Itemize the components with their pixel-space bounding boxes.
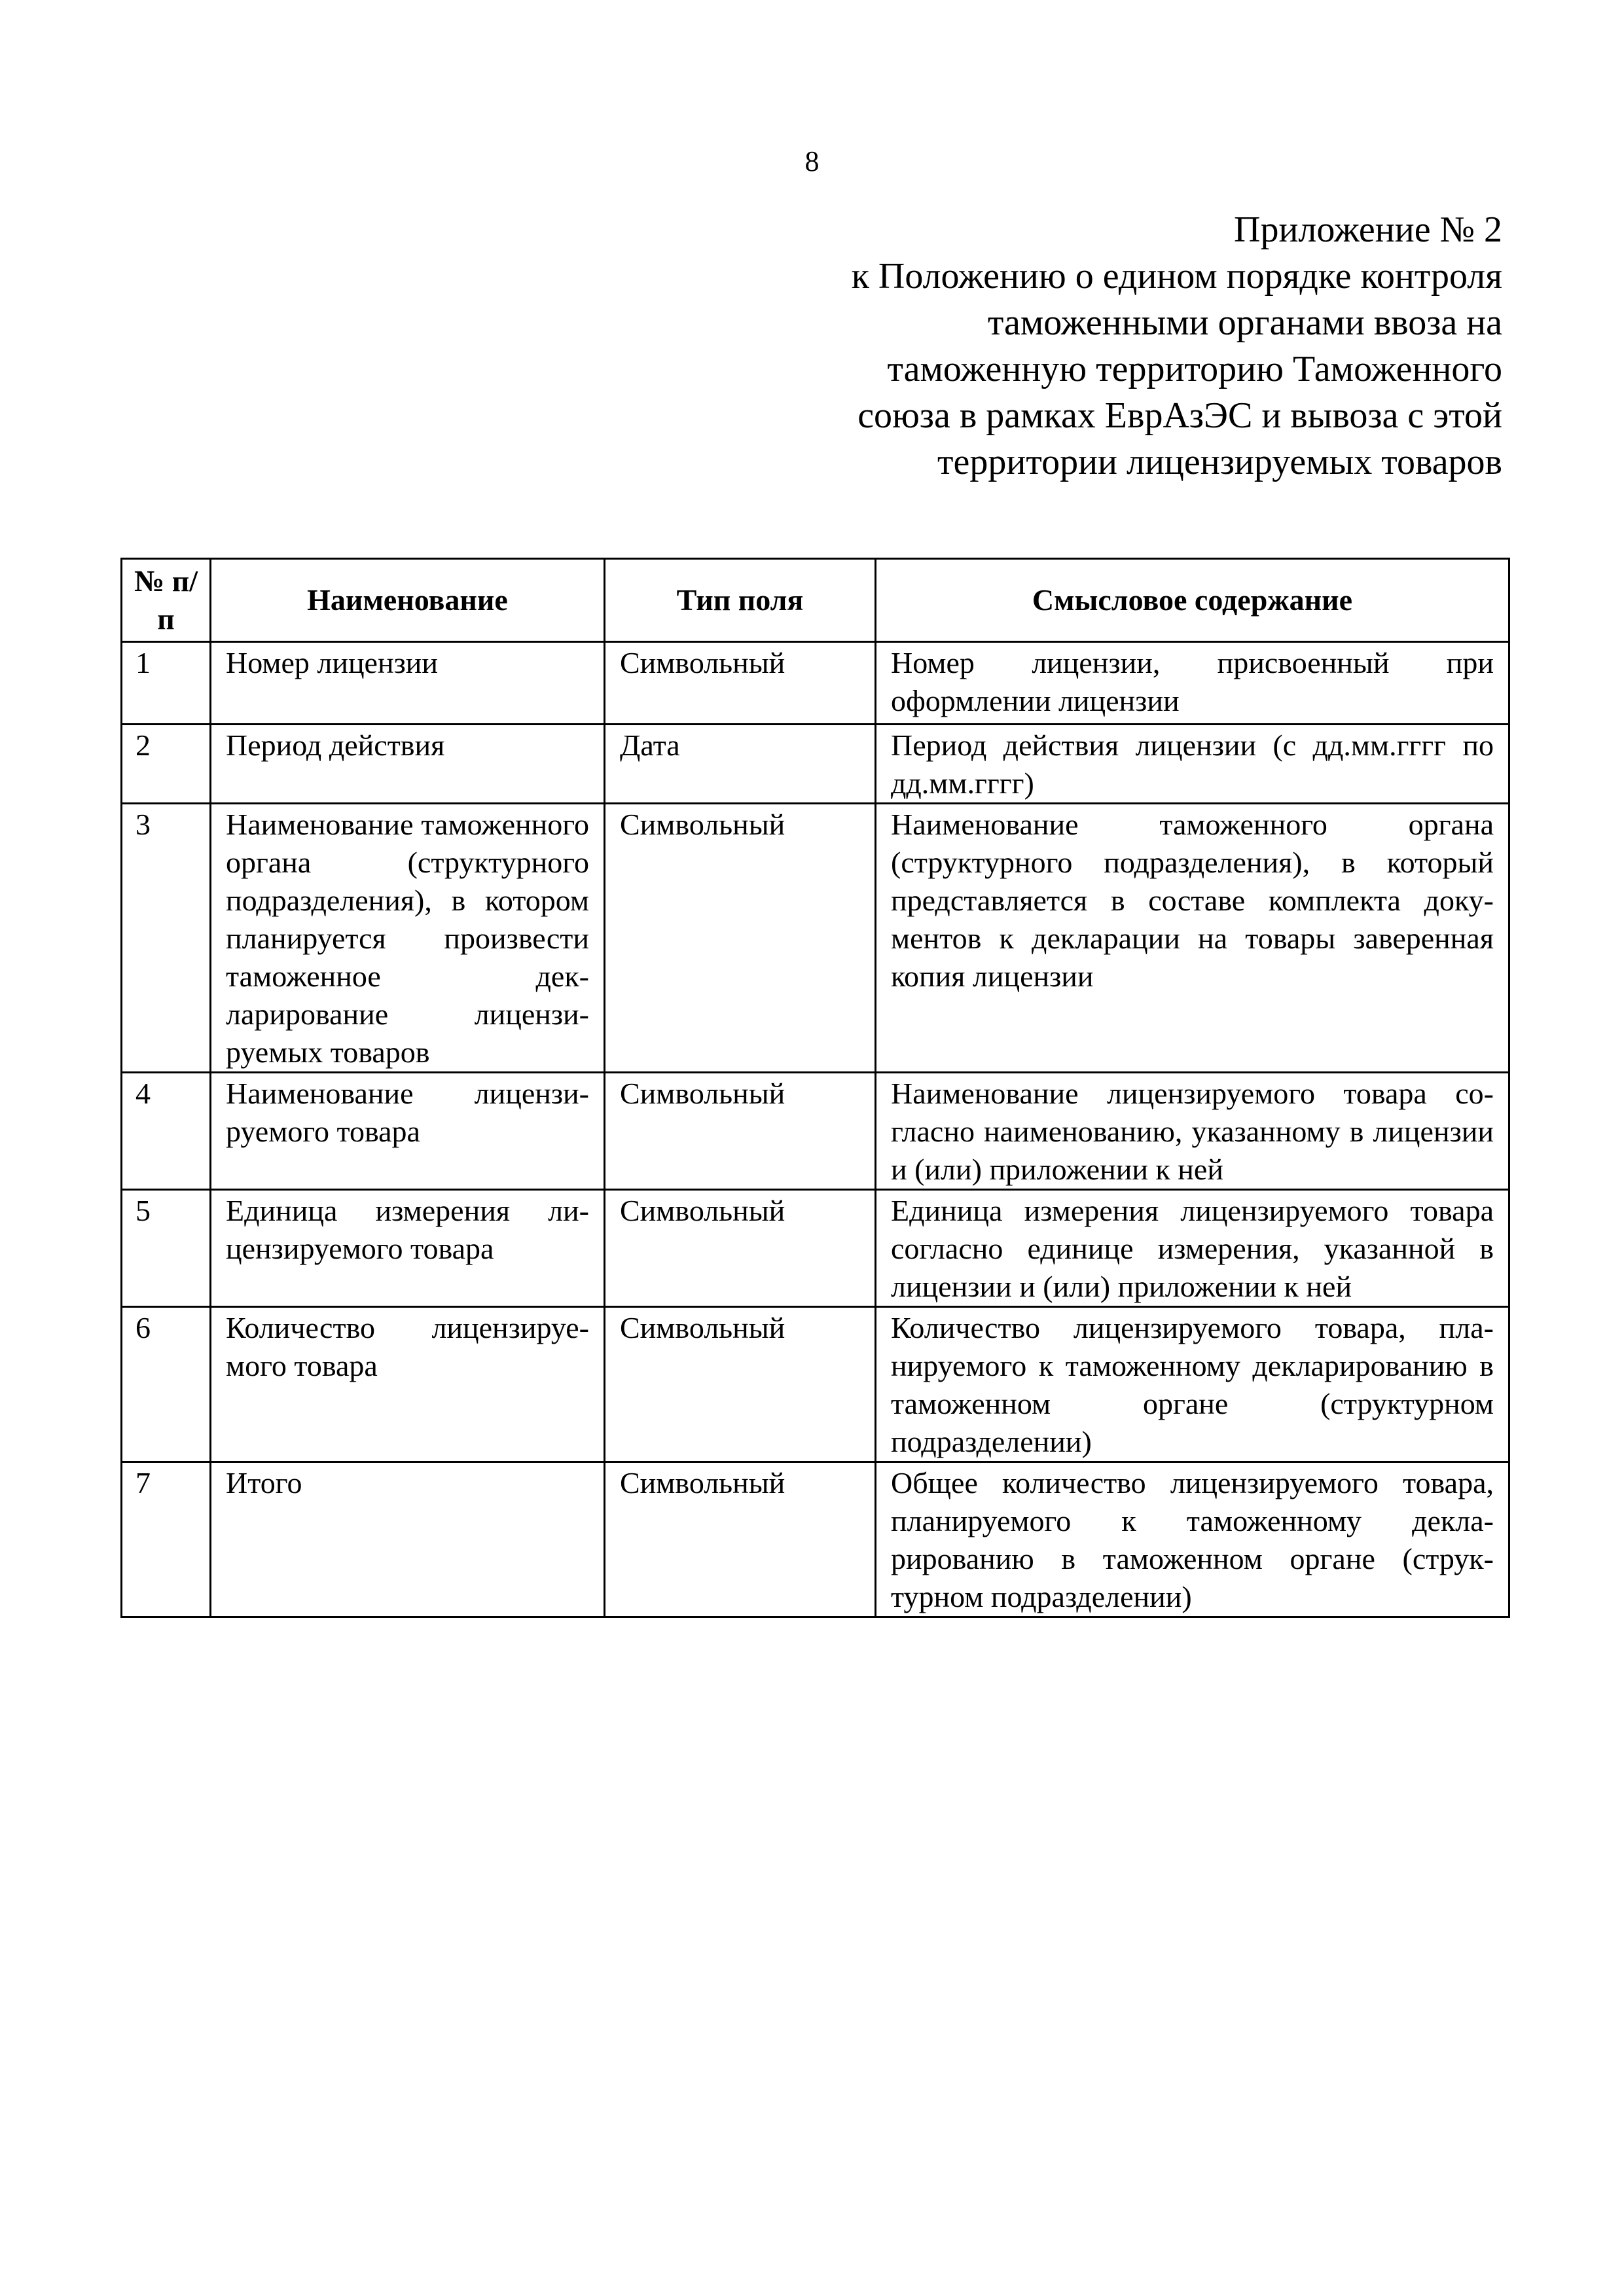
table-row (122, 642, 1509, 725)
cell-desc: Единица измерения лицензируемого товара согласно единице измерения, указанной в лицензии и (или) приложении к ней (876, 1190, 1509, 1307)
appendix-subtitle-line: таможенную территорию Таможенного (887, 349, 1502, 389)
cell-num: 1 (122, 642, 211, 725)
cell-type: Символьный (605, 1307, 876, 1462)
cell-num: 7 (122, 1462, 211, 1617)
cell-num: 2 (122, 725, 211, 804)
appendix-subtitle-line: таможенными органами ввоза на (987, 302, 1502, 343)
cell-num: 3 (122, 804, 211, 1073)
header-desc: Смысловое содержание (876, 559, 1509, 642)
cell-name: Номер лицензии (211, 642, 605, 725)
cell-name: Период действия (211, 725, 605, 804)
appendix-subtitle-line: к Положению о едином порядке контроля (851, 256, 1502, 296)
cell-desc: Количество лицензируемого товара, планируемого к таможенному декларированию в таможенном органе (структурном подразделении) (876, 1307, 1509, 1462)
appendix-subtitle-line: союза в рамках ЕврАзЭС и вывоза с этой (857, 395, 1502, 436)
table-row (122, 1462, 1509, 1617)
table-row (122, 804, 1509, 1073)
cell-type: Символьный (605, 1190, 876, 1307)
cell-desc: Номер лицензии, присвоенный при оформлении лицензии (876, 642, 1509, 725)
cell-type: Символьный (605, 804, 876, 1073)
cell-name: Наименование лицензируемого товара (211, 1073, 605, 1190)
cell-type: Дата (605, 725, 876, 804)
table-row (122, 1073, 1509, 1190)
page-number: 8 (804, 145, 820, 177)
license-fields-table (120, 558, 1510, 1618)
table-row (122, 1190, 1509, 1307)
cell-num: 4 (122, 1073, 211, 1190)
cell-name: Итого (211, 1462, 605, 1617)
cell-desc: Период действия лицензии (с дд.мм.гггг по дд.мм.гггг) (876, 725, 1509, 804)
cell-name: Единица измерения лицензируемого товара (211, 1190, 605, 1307)
cell-desc: Общее количество лицензируемого товара, планируемого к таможенному декларированию в таможенном органе (структурном подразделении) (876, 1462, 1509, 1617)
header-type: Тип поля (605, 559, 876, 642)
header-num: № п/п (122, 559, 211, 642)
cell-type: Символьный (605, 642, 876, 725)
cell-name: Количество лицензируемого товара (211, 1307, 605, 1462)
appendix-heading (651, 207, 1502, 486)
appendix-title: Приложение № 2 (1234, 209, 1502, 250)
table-row (122, 725, 1509, 804)
appendix-subtitle-line: территории лицензируемых товаров (937, 442, 1502, 482)
table-row (122, 1307, 1509, 1462)
cell-desc: Наименование таможенного органа (структурного подразделения), в который представляется в составе комплекта документов к декларации на товары заверенная копия лицензии (876, 804, 1509, 1073)
table-header-row (122, 559, 1509, 642)
header-name: Наименование (211, 559, 605, 642)
cell-type: Символьный (605, 1462, 876, 1617)
cell-name: Наименование таможенного органа (структурного подразделения), в котором планируется произвести таможенное декларирование лицензируемых товаров (211, 804, 605, 1073)
cell-desc: Наименование лицензируемого товара согласно наименованию, указанному в лицензии и (или) приложении к ней (876, 1073, 1509, 1190)
cell-num: 6 (122, 1307, 211, 1462)
cell-num: 5 (122, 1190, 211, 1307)
cell-type: Символьный (605, 1073, 876, 1190)
